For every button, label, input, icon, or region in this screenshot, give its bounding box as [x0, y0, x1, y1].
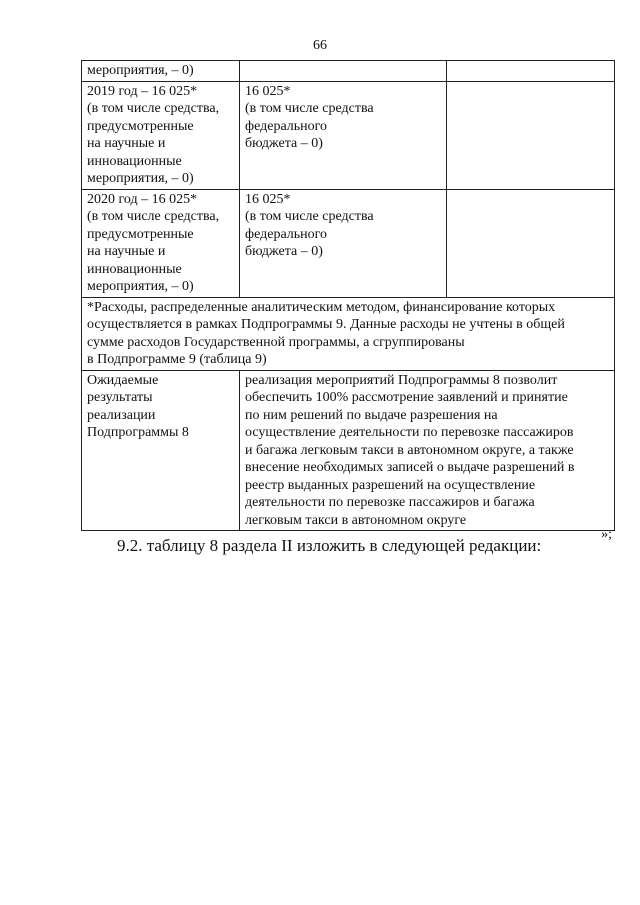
table-row-top — [82, 61, 615, 82]
text-line: мероприятия, – 0) — [87, 171, 194, 186]
text-line: инновационные — [87, 261, 182, 277]
text-line: Ожидаемые — [87, 372, 159, 388]
text-line: 2020 год – 16 025* — [87, 191, 198, 207]
text-line: реализация мероприятий Подпрограммы 8 позволит — [245, 372, 558, 388]
footnote-line: сумме расходов Государственной программы, а сгруппированы — [87, 334, 465, 350]
text-line: осуществление деятельности по перевозке пассажиров — [245, 425, 574, 440]
text-line: 2019 год – 16 025* — [87, 83, 198, 99]
text-line: реализации — [87, 407, 156, 423]
text-line: мероприятия, – 0) — [87, 63, 194, 78]
text-line: федерального — [245, 118, 328, 134]
text-line: Подпрограммы 8 — [87, 425, 189, 440]
text-line: 16 025* — [245, 191, 291, 207]
text-line: (в том числе средства — [245, 209, 374, 224]
results-label-cell — [82, 370, 240, 531]
row-top-col3 — [447, 61, 615, 82]
text-line: внесение необходимых записей о выдаче разрешений в — [245, 460, 575, 475]
row-2020-col3 — [447, 189, 615, 297]
text-line: обеспечить 100% рассмотрение заявлений и принятие — [245, 390, 568, 405]
table-row-2019 — [82, 81, 615, 189]
instruction-paragraph: 9.2. таблицу 8 раздела II изложить в следующей редакции: — [117, 536, 542, 555]
text-line: на научные и — [87, 136, 166, 151]
text-line: реестр выданных разрешений на осуществление — [245, 477, 536, 493]
text-line: мероприятия, – 0) — [87, 279, 194, 294]
table-row-footnote — [82, 297, 615, 370]
row-2019-col3 — [447, 81, 615, 189]
footnote-line: осуществляется в рамках Подпрограммы 9. Данные расходы не учтены в общей — [87, 317, 565, 332]
text-line: предусмотренные — [87, 226, 194, 242]
results-text-cell — [240, 370, 615, 531]
text-line: и багажа легковым такси в автономном округе, а также — [245, 442, 574, 458]
text-line: (в том числе средства — [245, 101, 374, 116]
row-2020-federal — [240, 189, 447, 297]
footnote-line: в Подпрограмме 9 (таблица 9) — [87, 352, 267, 367]
text-line: (в том числе средства, — [87, 209, 220, 224]
row-2020-total — [82, 189, 240, 297]
text-line: (в том числе средства, — [87, 101, 220, 116]
text-line: бюджета – 0) — [245, 244, 323, 259]
text-line: 16 025* — [245, 83, 291, 99]
text-line: результаты — [87, 390, 153, 405]
text-line: деятельности по перевозке пассажиров и багажа — [245, 495, 535, 510]
row-top-col2 — [240, 61, 447, 82]
text-line: на научные и — [87, 244, 166, 259]
footnote-cell — [82, 297, 615, 370]
table-row-2020 — [82, 189, 615, 297]
program-table — [81, 60, 615, 531]
text-line: легковым такси в автономном округе — [245, 512, 467, 528]
row-2019-federal — [240, 81, 447, 189]
row-2019-total — [82, 81, 240, 189]
text-line: федерального — [245, 226, 328, 242]
text-line: бюджета – 0) — [245, 136, 323, 151]
page-number: 66 — [313, 38, 327, 53]
row-top-col1 — [82, 61, 240, 82]
footnote-line: *Расходы, распределенные аналитическим методом, финансирование которых — [87, 299, 556, 315]
closing-quote-mark: »; — [601, 527, 612, 542]
text-line: инновационные — [87, 153, 182, 169]
text-line: предусмотренные — [87, 118, 194, 134]
text-line: по ним решений по выдаче разрешения на — [245, 407, 498, 423]
table-row-results — [82, 370, 615, 531]
